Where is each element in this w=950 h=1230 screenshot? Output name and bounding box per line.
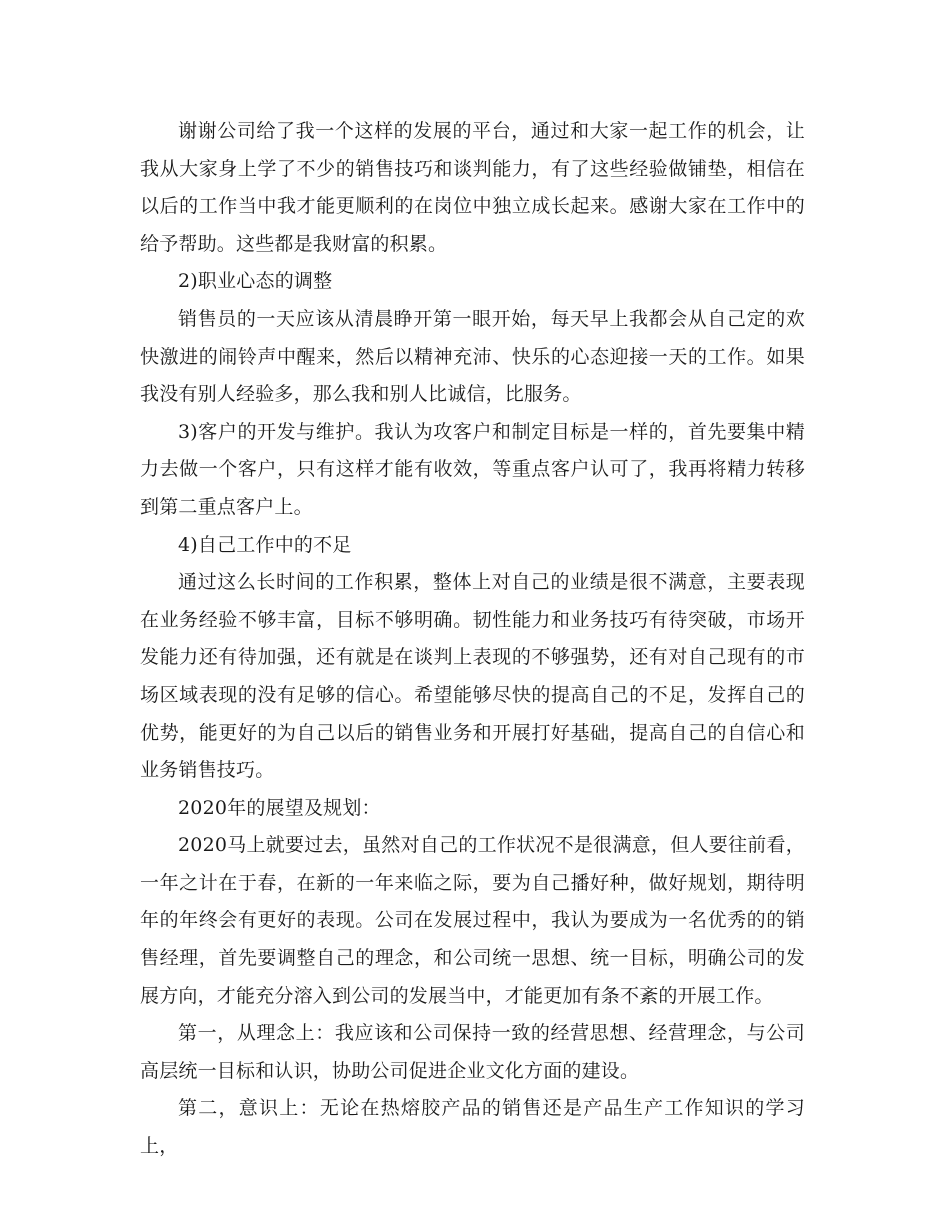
- paragraph-point-two: 第二，意识上：无论在热熔胶产品的销售还是产品生产工作知识的学习上，: [140, 1097, 805, 1158]
- paragraph-thanks: 谢谢公司给了我一个这样的发展的平台，通过和大家一起工作的机会，让我从大家身上学了不少的销售技巧和谈判能力，有了这些经验做铺垫，相信在以后的工作当中我才能更顺利的在岗位中独立成长起来。感谢大家在工作中的给予帮助。这些都是我财富的积累。: [140, 120, 805, 255]
- paragraph-customer-development: 3)客户的开发与维护。我认为攻客户和制定目标是一样的，首先要集中精力去做一个客户，只有这样才能有收效，等重点客户认可了，我再将精力转移到第二重点客户上。: [140, 420, 805, 518]
- heading-outlook-2020: 2020年的展望及规划：: [178, 796, 381, 819]
- paragraph-mindset: 销售员的一天应该从清晨睁开第一眼开始，每天早上我都会从自己定的欢快激进的闹铃声中醒来，然后以精神充沛、快乐的心态迎接一天的工作。如果我没有别人经验多，那么我和别人比诚信，比服务。: [140, 307, 805, 406]
- paragraph-outlook: 2020马上就要过去，虽然对自己的工作状况不是很满意，但人要往前看，一年之计在于春，在新的一年来临之际，要为自己播好种，做好规划，期待明年的年终会有更好的表现。公司在发展过程中，我认为要成为一名优秀的的销售经理，首先要调整自己的理念，和公司统一思想、统一目标，明确公司的发展方向，才能充分溶入到公司的发展当中，才能更加有条不紊的开展工作。: [140, 834, 805, 1007]
- paragraph-shortcomings: 通过这么长时间的工作积累，整体上对自己的业绩是很不满意，主要表现在业务经验不够丰富，目标不够明确。韧性能力和业务技巧有待突破，市场开发能力还有待加强，还有就是在谈判上表现的不够强势，还有对自己现有的市场区域表现的没有足够的信心。希望能够尽快的提高自己的不足，发挥自己的优势，能更好的为自己以后的销售业务和开展打好基础，提高自己的自信心和业务销售技巧。: [140, 571, 805, 782]
- heading-career-mindset: 2)职业心态的调整: [178, 270, 333, 293]
- heading-shortcomings: 4)自己工作中的不足: [178, 533, 352, 556]
- document-body: [140, 113, 805, 1166]
- paragraph-point-one: 第一，从理念上：我应该和公司保持一致的经营思想、经营理念，与公司高层统一目标和认识，协助公司促进企业文化方面的建设。: [140, 1022, 805, 1082]
